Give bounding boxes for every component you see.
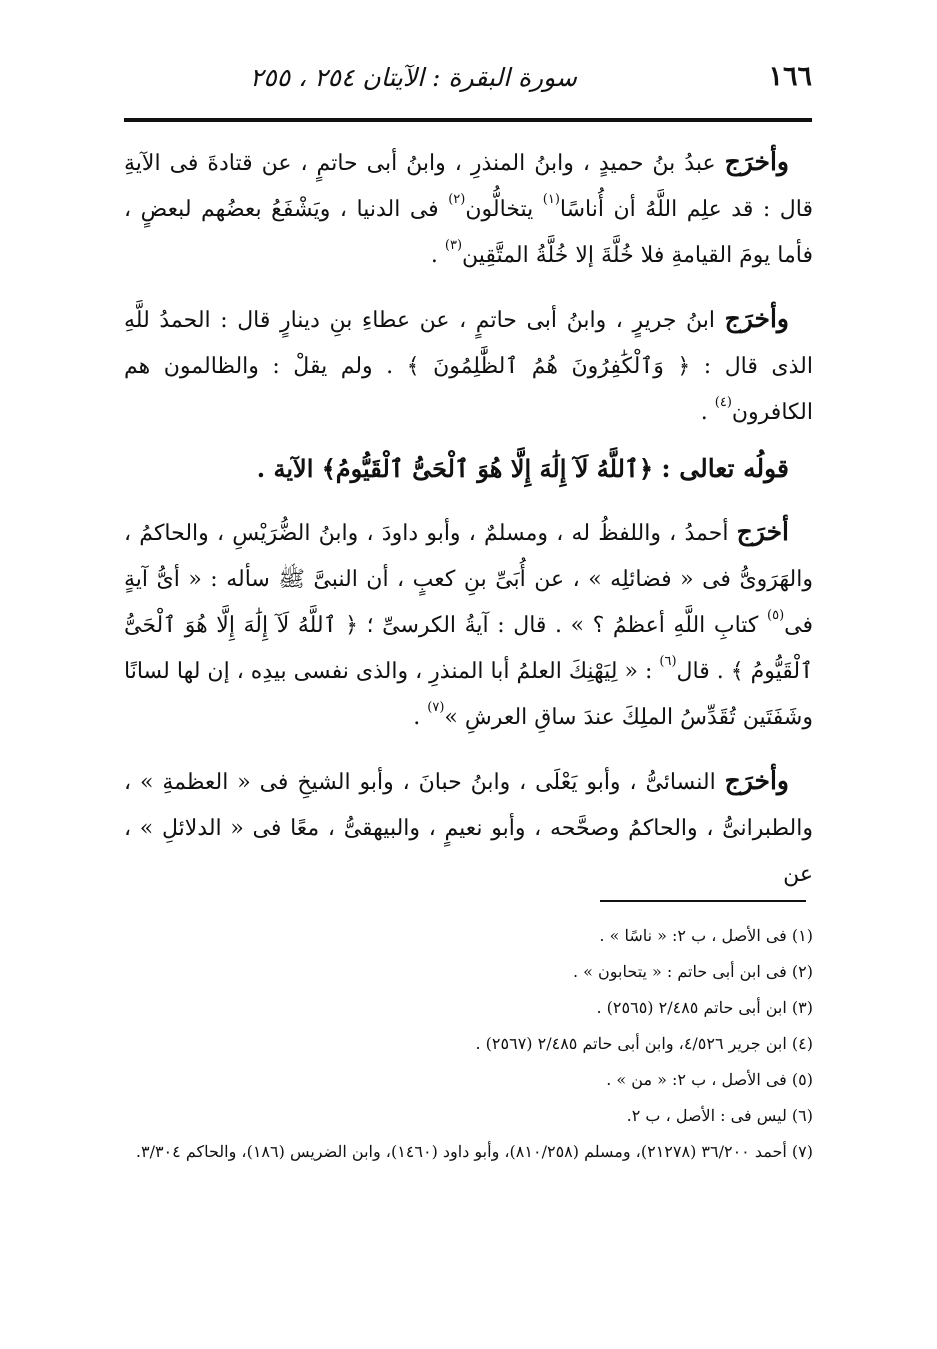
page-number: ١٦٦	[768, 61, 812, 92]
verse-heading-label: قولُه تعالى :	[661, 454, 789, 483]
paragraph-1	[124, 139, 813, 279]
footnotes	[124, 918, 813, 1170]
footnote-ref-5: (٥)	[767, 608, 785, 623]
paragraph-text: كتابِ اللَّهِ أعظمُ ؟ » . قال : آيةُ الكرسىِّ ؛ ﴿ ٱللَّهُ لَآ إِلَٰهَ إِلَّا هُوَ ٱلْحَىُّ ٱلْقَيُّومُ ﴾ . قال	[124, 613, 813, 684]
page-header	[125, 58, 812, 102]
footnote-ref-1: (١)	[542, 192, 560, 207]
paragraph-lead: وأخرَج	[724, 147, 789, 176]
verse-text: ﴿ٱللَّهُ لَآ إِلَٰهَ إِلَّا هُوَ ٱلْحَىُّ ٱلْقَيُّومُ﴾	[321, 454, 662, 483]
footnote-ref-4: (٤)	[714, 395, 732, 410]
paragraph-lead: وأخرَج	[724, 304, 789, 333]
footnote: (٢) فى ابن أبى حاتم : « يتحابون » .	[572, 962, 813, 981]
footnote-separator	[600, 900, 806, 902]
paragraph-text: النسائىُّ ، وأبو يَعْلَى ، وابنُ حبانَ ، وأبو الشيخِ فى « العظمةِ » ، والطبرانىُّ ، والحاكمُ وصحَّحه ، وأبو نعيمٍ ، والبيهقىُّ ، معًا فى « الدلائلِ » ، عن	[124, 770, 813, 887]
paragraph-text: فى الدنيا ، ويَشْفَعُ بعضُهم لبعضٍ ، فأما يومَ القيامةِ فلا خُلَّةَ إلا خُلَّةُ المتَّقِين	[124, 197, 813, 268]
running-title: سورة البقرة : الآيتان ٢٥٤ ، ٢٥٥	[249, 63, 577, 92]
footnote: (١) فى الأصل ، ب ٢: « ناسًا » .	[599, 926, 813, 945]
verse-heading-end: الآية .	[256, 454, 322, 483]
footnote: (٧) أحمد ٣٦/٢٠٠ (٢١٢٧٨)، ومسلم (٨١٠/٢٥٨)، وأبو داود (١٤٦٠)، وابن الضريس (١٨٦)، والحاكم ٣/٣٠٤.	[135, 1142, 813, 1161]
footnote: (٣) ابن أبى حاتم ٢/٤٨٥ (٢٥٦٥) .	[596, 998, 813, 1017]
paragraph-3	[124, 509, 813, 741]
paragraph-end: .	[700, 400, 715, 425]
footnote-ref-7: (٧)	[427, 700, 445, 715]
paragraph-lead: أخرَج	[736, 517, 789, 546]
paragraph-4	[124, 758, 813, 898]
footnote: (٦) ليس فى : الأصل ، ب ٢.	[626, 1106, 813, 1125]
paragraph-end: .	[413, 705, 428, 730]
paragraph-text: ابنُ جريرٍ ، وابنُ أبى حاتمٍ ، عن عطاءِ بنِ دينارٍ قال : الحمدُ للَّهِ الذى قال : ﴿ وَٱلْكَٰفِرُونَ هُمُ ٱلظَّٰلِمُونَ ﴾ . ولم يقلْ : والظالمون هم الكافرون	[124, 308, 813, 425]
footnote-ref-2: (٢)	[448, 192, 466, 207]
footnote-ref-3: (٣)	[444, 238, 463, 253]
header-rule	[124, 118, 812, 122]
paragraph-text: أحمدُ ، واللفظُ له ، ومسلمٌ ، وأبو داودَ ، وابنُ الضُّرَيْسِ ، والحاكمُ ، والهَرَوىُّ فى « فضائلِه » ، عن أُبَىِّ بنِ كعبٍ ، أن النبىَّ ﷺ سأله : « أىُّ آيةٍ فى	[124, 521, 813, 638]
paragraph-end: .	[430, 243, 445, 268]
paragraph-text: عبدُ بنُ حميدٍ ، وابنُ المنذرِ ، وابنُ أبى حاتمٍ ، عن قتادةَ فى الآيةِ قال : قد علِم اللَّهُ أن أُناسًا	[124, 151, 813, 222]
verse-heading	[124, 446, 813, 492]
footnote-ref-6: (٦)	[659, 654, 677, 669]
paragraph-2	[124, 296, 813, 436]
footnote: (٥) فى الأصل ، ب ٢: « من » .	[606, 1070, 813, 1089]
paragraph-text: : « لِيَهْنِكَ العلمُ أبا المنذرِ ، والذى نفسى بيدِه ، إن لها لسانًا وشَفَتَين تُقَدِّسُ الملِكَ عندَ ساقِ العرشِ »	[124, 659, 813, 730]
main-text	[124, 139, 813, 915]
paragraph-lead: وأخرَج	[724, 766, 789, 795]
paragraph-text: يتخالُّون	[465, 197, 543, 222]
footnote: (٤) ابن جرير ٤/٥٢٦، وابن أبى حاتم ٢/٤٨٥ (٢٥٦٧) .	[475, 1034, 813, 1053]
